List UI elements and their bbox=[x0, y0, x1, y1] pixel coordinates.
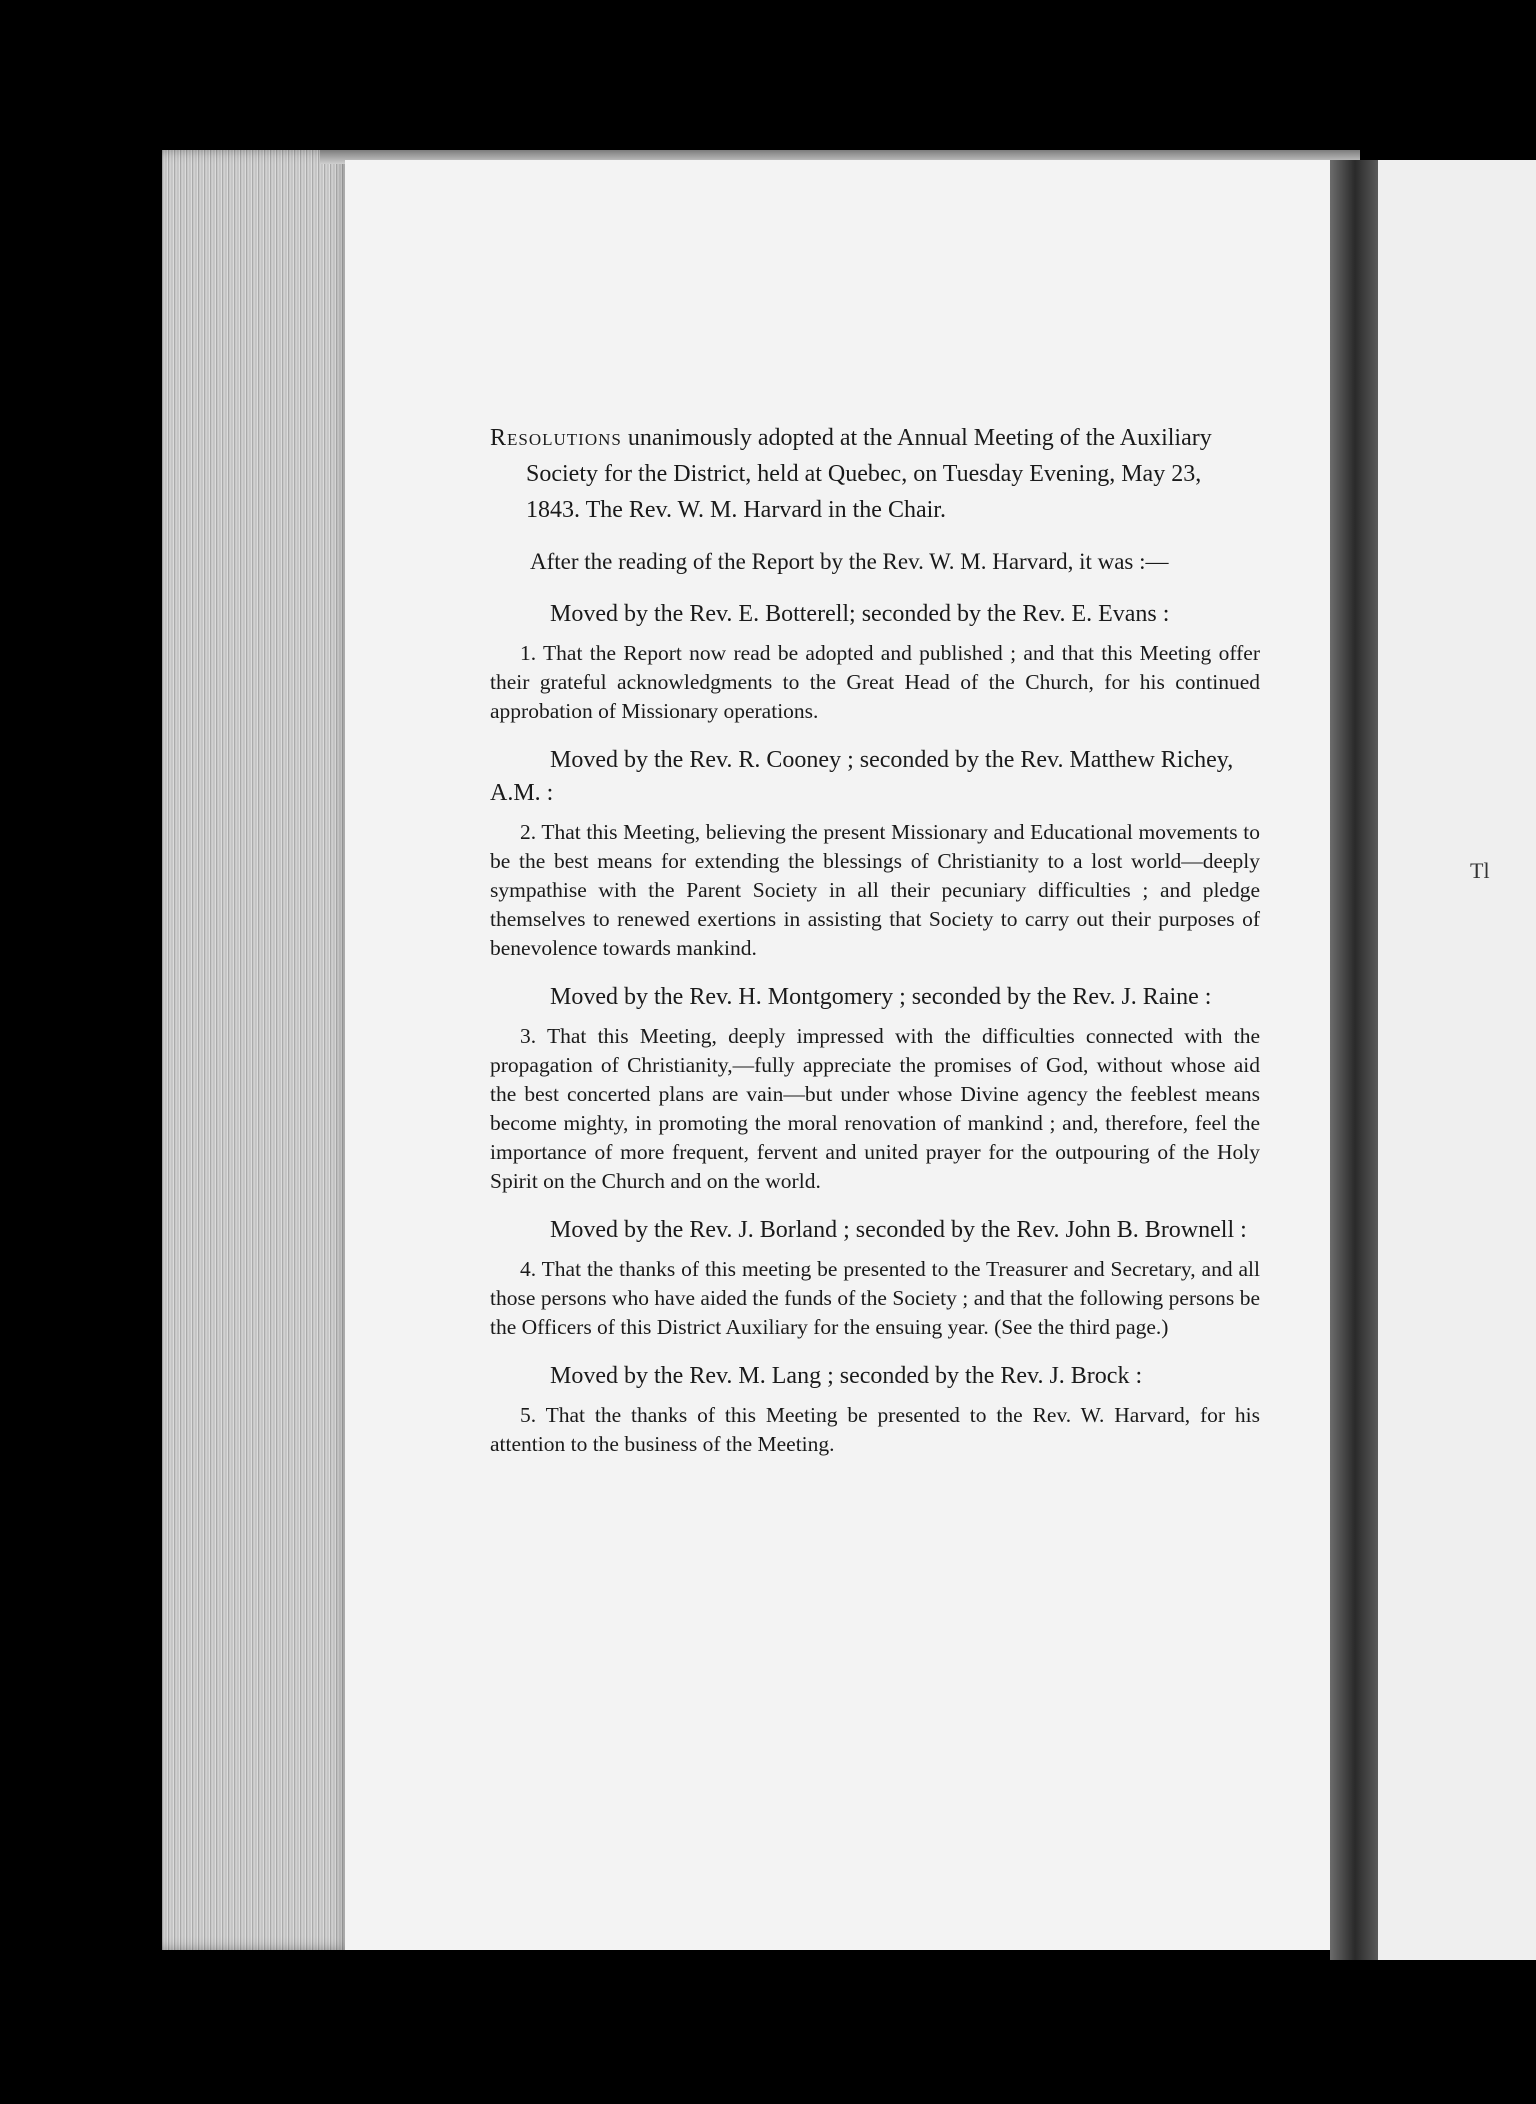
resolution-4 bbox=[490, 1214, 1260, 1342]
resolution-text: 1. That the Report now read be adopted and published ; and that this Meeting offer their grateful acknowledgments to the Great Head of the Church, for his continued approbation of Missionary operations. bbox=[490, 641, 1260, 723]
motion-line: Moved by the Rev. M. Lang ; seconded by the Rev. J. Brock : bbox=[550, 1363, 1143, 1389]
resolution-text: 4. That the thanks of this meeting be presented to the Treasurer and Secretary, and all those persons who have aided the funds of the Society ; and that the following persons be the Officers of this District Auxiliary for the ensuing year. (See the third page.) bbox=[490, 1257, 1260, 1339]
book-gutter bbox=[1330, 160, 1380, 1960]
resolutions-heading bbox=[490, 420, 1260, 528]
facing-page-text-fragment: Tl bbox=[1470, 858, 1490, 883]
document-body bbox=[490, 420, 1260, 1459]
resolution-text: 3. That this Meeting, deeply impressed with the difficulties connected with the propagation of Christianity,—fully appreciate the promises of God, without whose aid the best concerted plans are vain—but under whose Divine agency the feeblest means become mighty, in promoting the moral renovation of mankind ; and, therefore, feel the importance of more frequent, fervent and united prayer for the outpouring of the Holy Spirit on the Church and on the world. bbox=[490, 1024, 1260, 1193]
motion-line: Moved by the Rev. E. Botterell; seconded by the Rev. E. Evans : bbox=[550, 601, 1170, 627]
resolution-5 bbox=[490, 1360, 1260, 1459]
intro-paragraph: After the reading of the Report by the Rev. W. M. Harvard, it was :— bbox=[530, 549, 1169, 574]
resolution-text: 5. That the thanks of this Meeting be presented to the Rev. W. Harvard, for his attention to the business of the Meeting. bbox=[490, 1403, 1260, 1456]
resolution-2 bbox=[490, 744, 1260, 963]
resolution-text: 2. That this Meeting, believing the present Missionary and Educational movements to be the best means for extending the blessings of Christianity to a lost world—deeply sympathise with the Parent Society in all their pecuniary difficulties ; and pledge themselves to renewed exertions in assisting that Society to carry out their purposes of benevolence towards mankind. bbox=[490, 820, 1260, 960]
facing-page bbox=[1378, 160, 1536, 1960]
resolution-3 bbox=[490, 981, 1260, 1196]
motion-line: Moved by the Rev. J. Borland ; seconded by the Rev. John B. Brownell : bbox=[550, 1217, 1247, 1243]
page-edges bbox=[162, 150, 352, 1950]
resolution-1 bbox=[490, 598, 1260, 726]
motion-line: Moved by the Rev. H. Montgomery ; seconded by the Rev. J. Raine : bbox=[550, 984, 1212, 1010]
motion-line: Moved by the Rev. R. Cooney ; seconded by the Rev. Matthew Richey, A.M. : bbox=[490, 747, 1234, 806]
heading-first-word: Resolutions bbox=[490, 425, 622, 451]
heading-text: unanimously adopted at the Annual Meeting of the Auxiliary Society for the District, held at Quebec, on Tuesday Evening, May 23, 1843. The Rev. W. M. Harvard in the Chair. bbox=[526, 425, 1212, 523]
